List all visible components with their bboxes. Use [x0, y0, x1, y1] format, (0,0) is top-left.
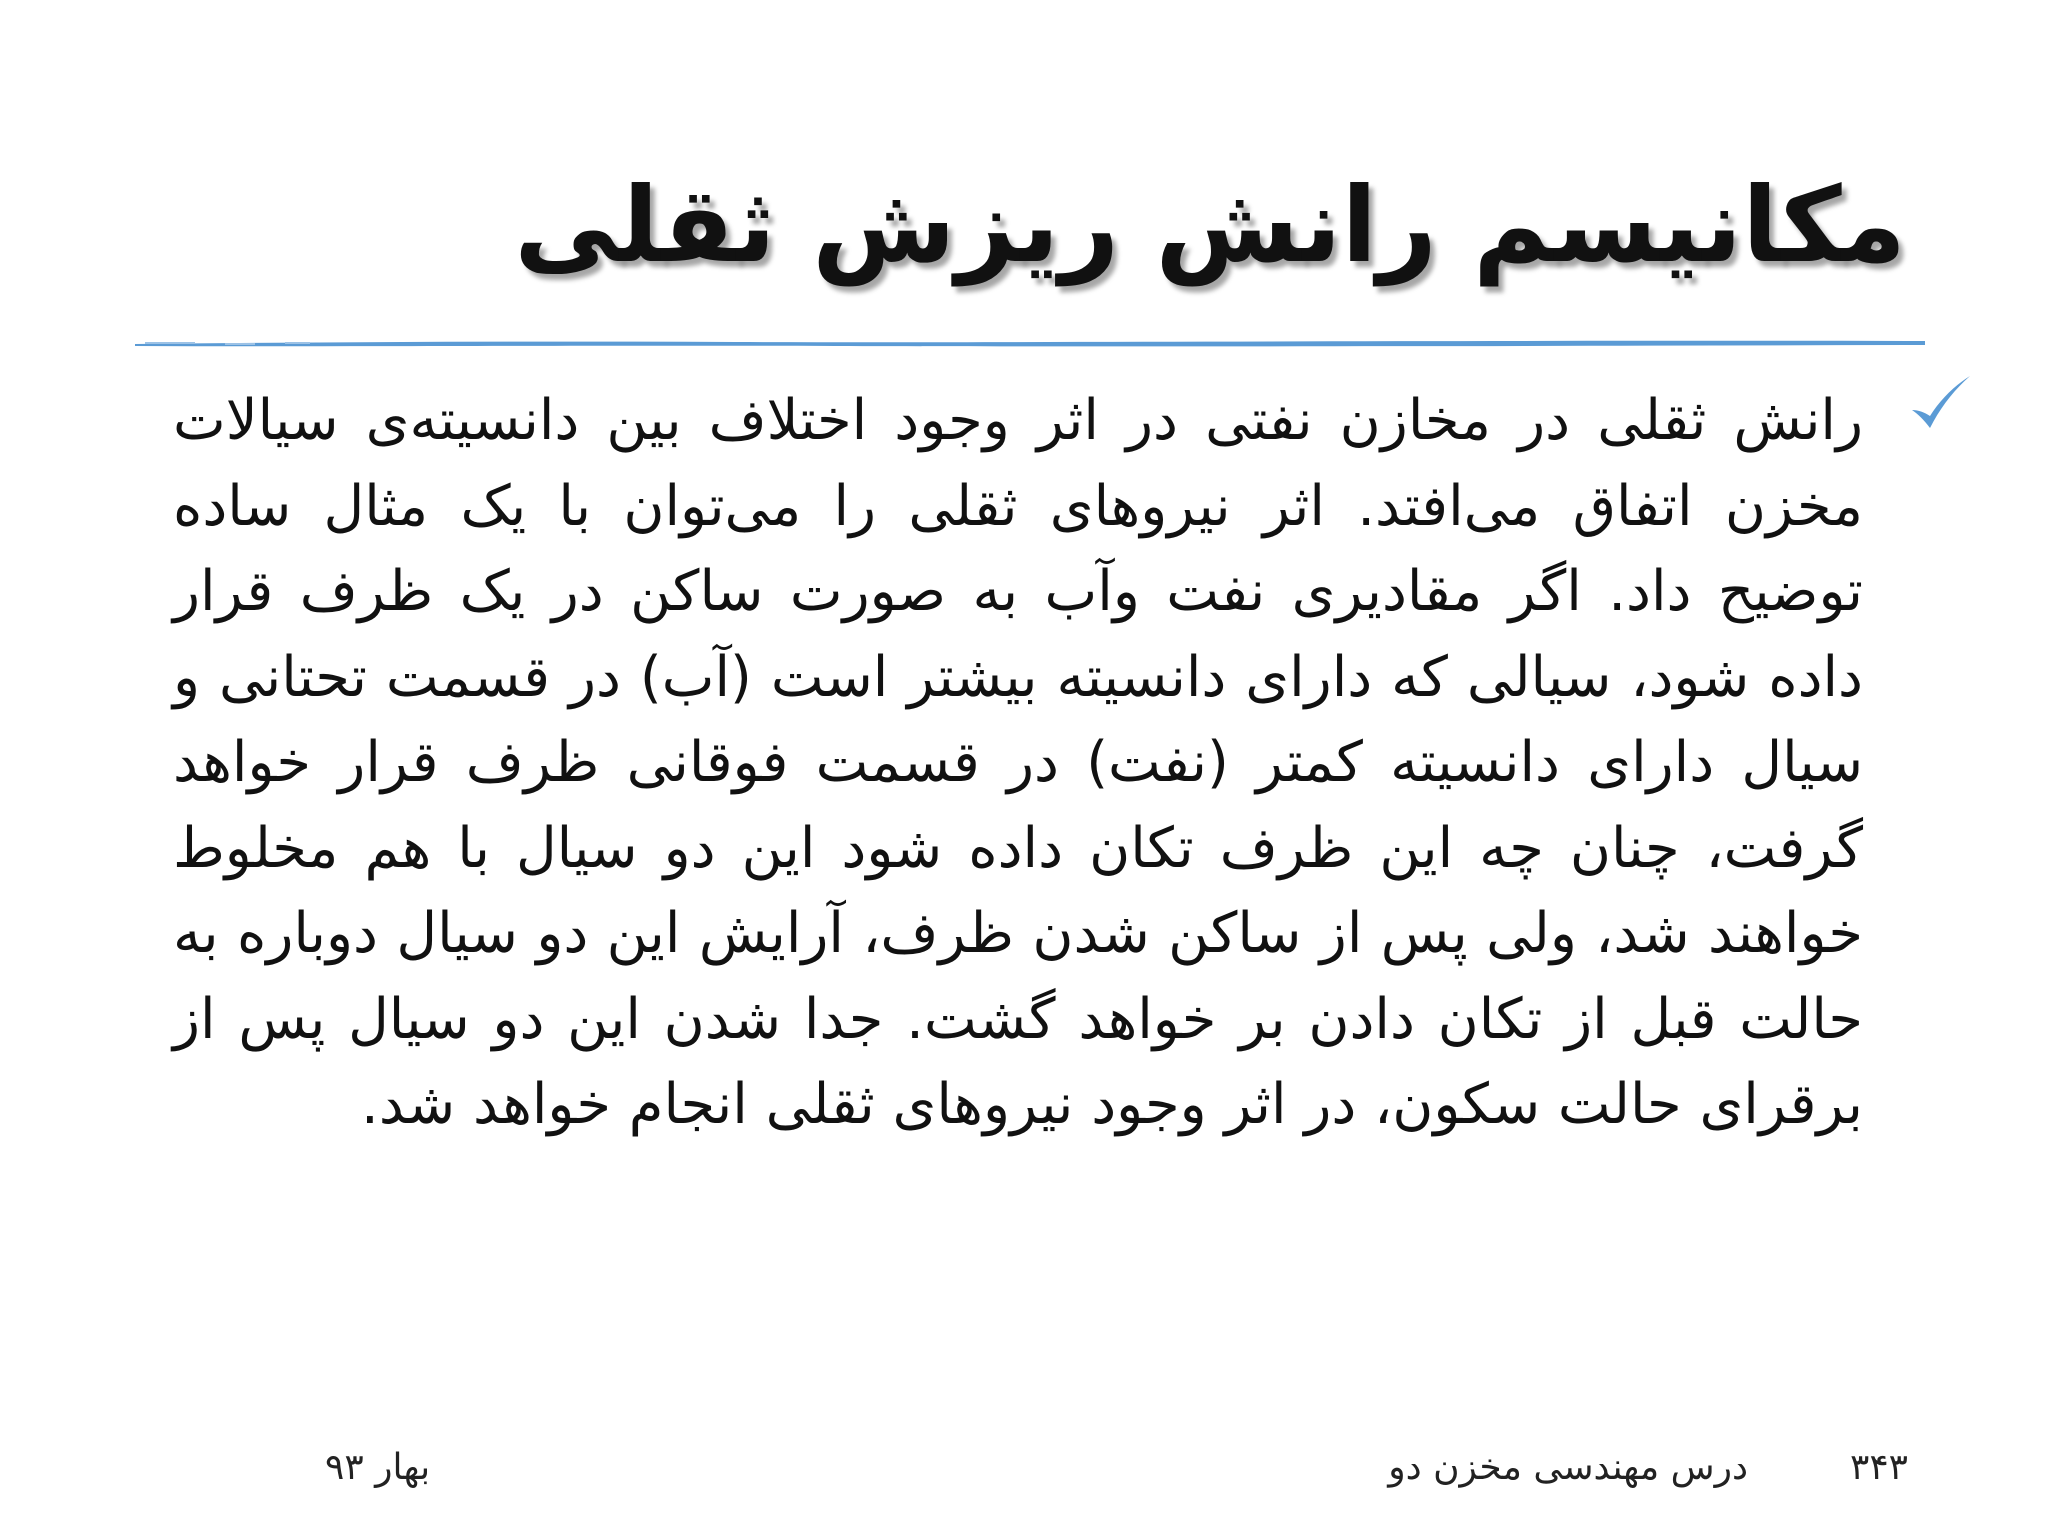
page-number: ۳۴۳ — [1849, 1447, 1908, 1488]
course-name: درس مهندسی مخزن دو — [1388, 1447, 1748, 1488]
body-paragraph: رانش ثقلی در مخازن نفتی در اثر وجود اختلاف بین دانسیته‌ی سیالات مخزن اتفاق می‌افتد. اثر نیروهای ثقلی را می‌توان با یک مثال ساده توضیح داد. اگر مقادیری نفت وآب به صورت ساکن در یک ظرف قرار داده شود، سیالی که دارای دانسیته بیشتر است (آب) در قسمت تحتانی و سیال دارای دانسیته کمتر (نفت) در قسمت فوقانی ظرف قرار خواهد گرفت، چنان چه این ظرف تکان داده شود این دو سیال با هم مخلوط خواهند شد، ولی پس از ساکن شدن ظرف، آرایش این دو سیال دوباره به حالت قبل از تکان دادن بر خواهد گشت. جدا شدن این دو سیال پس از برقرای حالت سکون، در اثر وجود نیروهای ثقلی انجام خواهد شد. — [173, 388, 1863, 1137]
term-label: بهار ۹۳ — [325, 1447, 431, 1488]
slide-title: مکانیسم رانش ریزش ثقلی — [514, 164, 1906, 286]
title-divider — [135, 336, 1925, 350]
checkmark-icon — [1904, 370, 1976, 442]
